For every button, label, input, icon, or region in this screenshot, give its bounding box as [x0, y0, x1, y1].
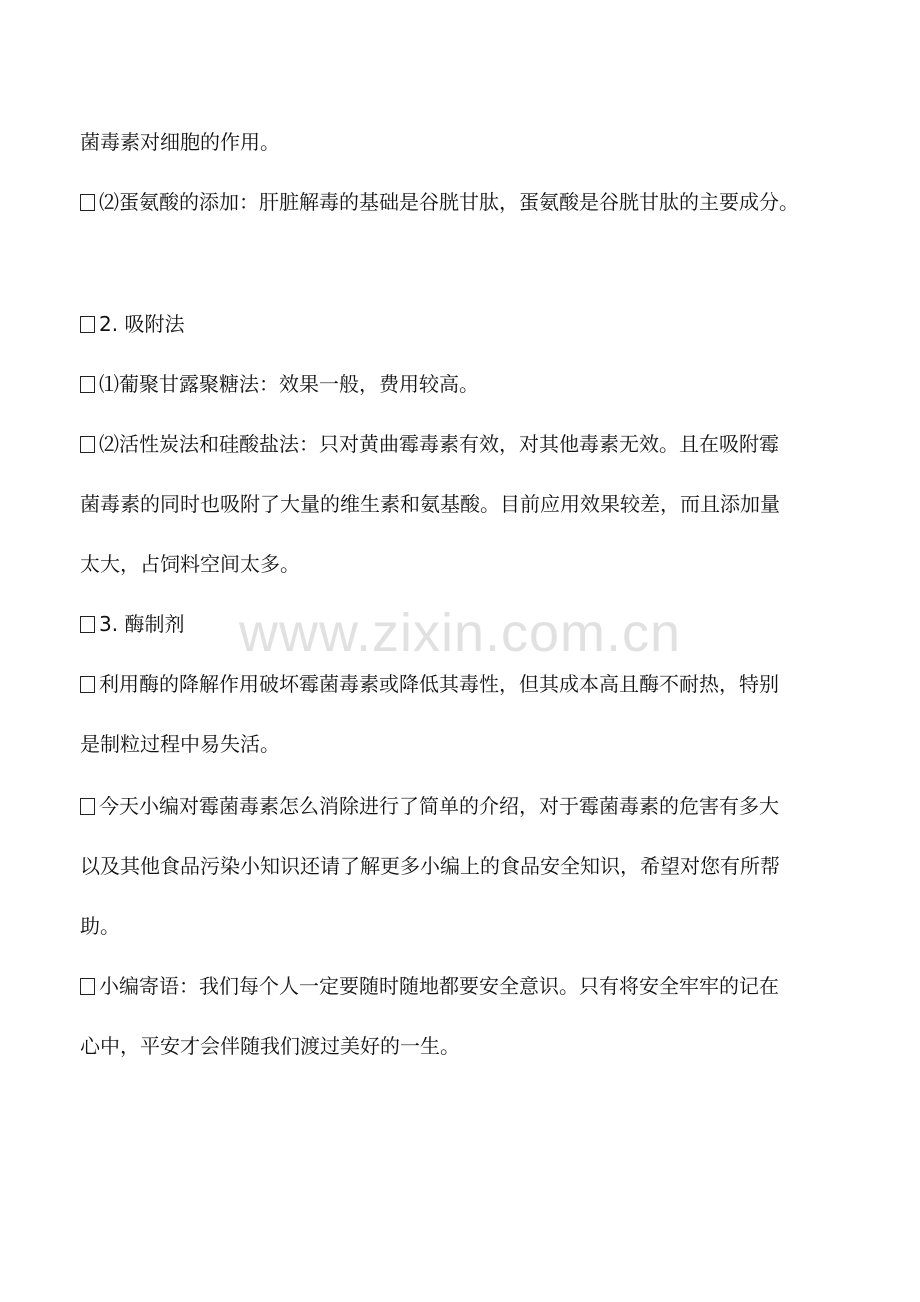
- missing-glyph-box-icon: [80, 676, 95, 693]
- paragraph-line: [80, 490, 860, 518]
- paragraph-line: [80, 792, 860, 820]
- line-text: ⑵活性炭法和硅酸盐法：只对黄曲霉毒素有效，对其他毒素无效。且在吸附霉: [99, 432, 779, 456]
- paragraph-line: [80, 972, 860, 1000]
- line-text: 菌毒素的同时也吸附了大量的维生素和氨基酸。目前应用效果较差，而且添加量: [80, 492, 780, 516]
- line-text: 太大，占饲料空间太多。: [80, 552, 300, 576]
- missing-glyph-box-icon: [80, 798, 95, 815]
- heading-text: 2. 吸附法: [99, 312, 185, 336]
- line-text: ⑵蛋氨酸的添加：肝脏解毒的基础是谷胱甘肽，蛋氨酸是谷胱甘肽的主要成分。: [99, 190, 799, 214]
- line-text: ⑴葡聚甘露聚糖法：效果一般，费用较高。: [99, 372, 479, 396]
- paragraph-line: [80, 730, 860, 758]
- missing-glyph-box-icon: [80, 436, 95, 453]
- line-text: 今天小编对霉菌毒素怎么消除进行了简单的介绍，对于霉菌毒素的危害有多大: [99, 794, 779, 818]
- missing-glyph-box-icon: [80, 316, 95, 333]
- line-text: 是制粒过程中易失活。: [80, 732, 280, 756]
- watermark: www.zixin.com.cn: [238, 603, 682, 663]
- paragraph-line: [80, 670, 860, 698]
- paragraph-line: [80, 128, 860, 156]
- paragraph-line: [80, 430, 860, 458]
- line-text: 利用酶的降解作用破坏霉菌毒素或降低其毒性，但其成本高且酶不耐热，特别: [99, 672, 779, 696]
- line-text: 小编寄语：我们每个人一定要随时随地都要安全意识。只有将安全牢牢的记在: [99, 974, 779, 998]
- section-heading: [80, 310, 860, 338]
- line-text: 助。: [80, 914, 120, 938]
- paragraph-line: [80, 912, 860, 940]
- missing-glyph-box-icon: [80, 978, 95, 995]
- line-text: 心中，平安才会伴随我们渡过美好的一生。: [80, 1034, 460, 1058]
- line-text: 以及其他食品污染小知识还请了解更多小编上的食品安全知识，希望对您有所帮: [80, 854, 780, 878]
- missing-glyph-box-icon: [80, 376, 95, 393]
- paragraph-line: [80, 550, 860, 578]
- paragraph-line: [80, 852, 860, 880]
- line-text: 菌毒素对细胞的作用。: [80, 130, 280, 154]
- paragraph-line: [80, 188, 860, 216]
- heading-text: 3. 酶制剂: [99, 612, 185, 636]
- paragraph-line: [80, 370, 860, 398]
- paragraph-line: [80, 1032, 860, 1060]
- missing-glyph-box-icon: [80, 194, 95, 211]
